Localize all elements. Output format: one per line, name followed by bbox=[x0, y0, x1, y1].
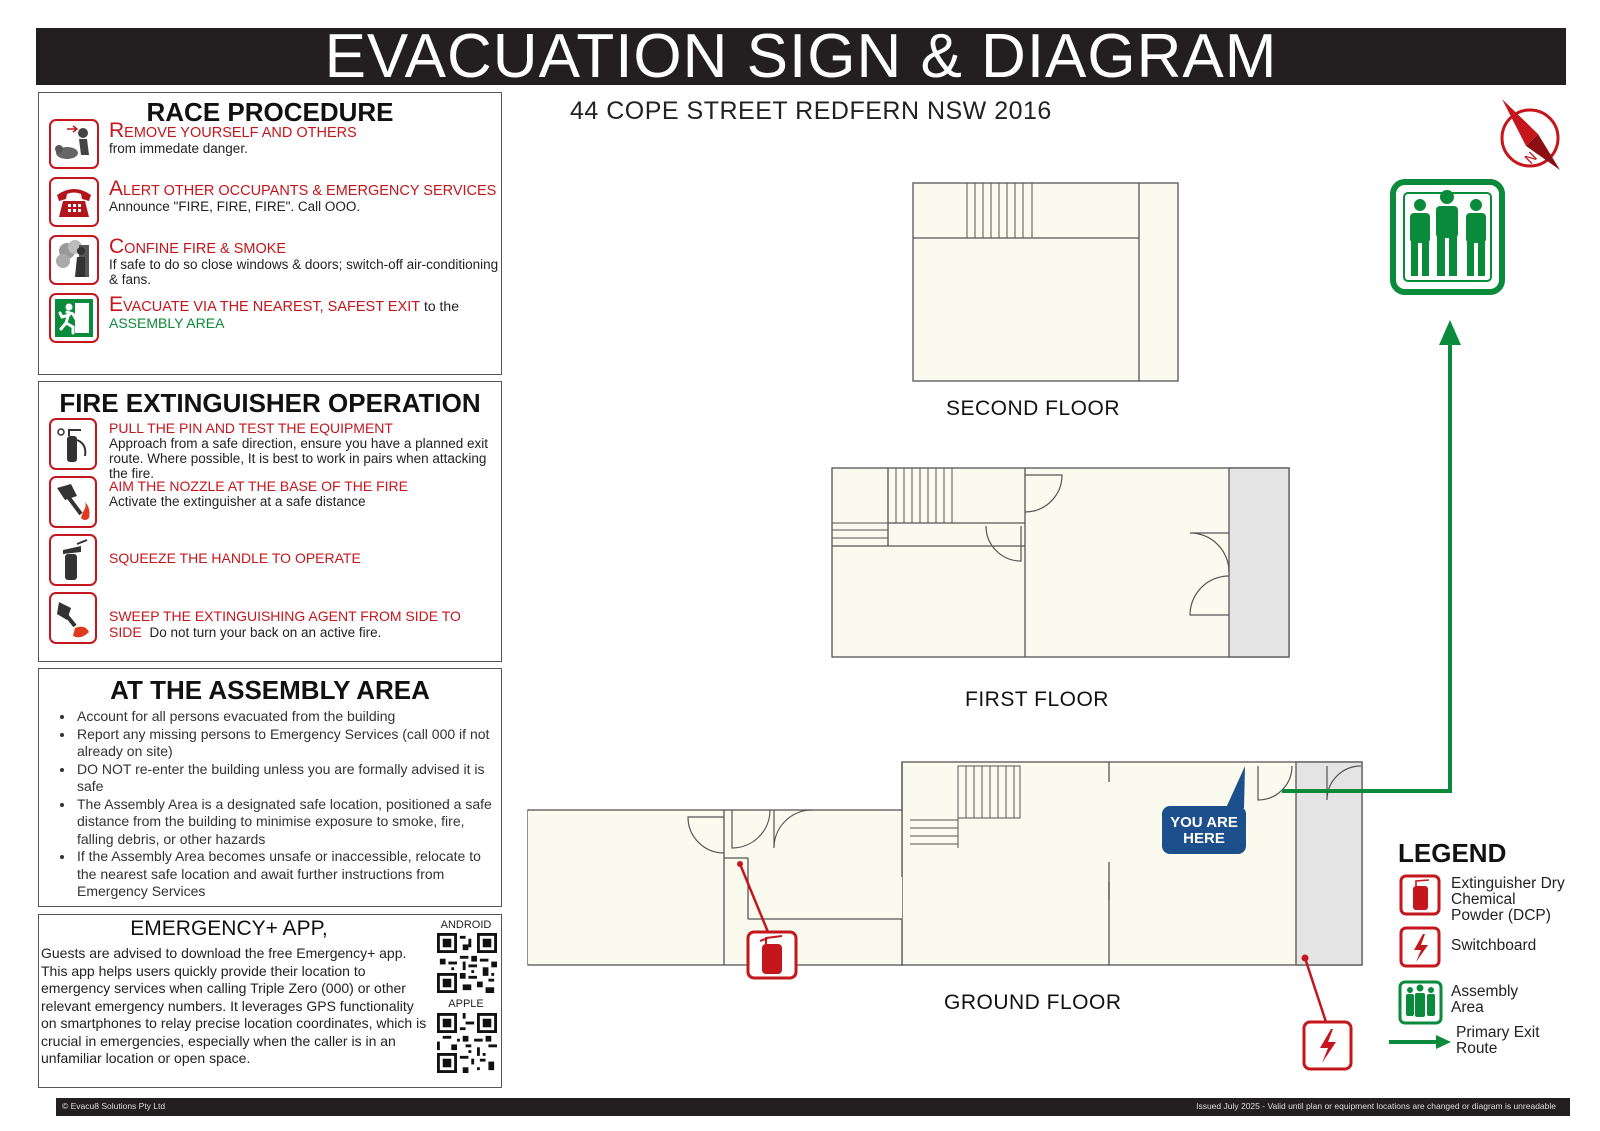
race-body: If safe to do so close windows & doors; switch-off air-conditioning & fans. bbox=[109, 257, 499, 287]
first-floor-plan bbox=[832, 468, 1289, 657]
assembly-area-sign bbox=[1393, 182, 1502, 292]
race-cap: E bbox=[109, 293, 124, 316]
race-cap: C bbox=[109, 235, 125, 258]
ext-body: Do not turn your back on an active fire. bbox=[149, 625, 382, 640]
legend-assembly-icon bbox=[1400, 982, 1441, 1023]
second-floor-label: SECOND FLOOR bbox=[946, 397, 1121, 420]
footer-issued-note: Issued July 2025 - Valid until plan or equipment locations are changed or diagram is unreadable bbox=[1196, 1101, 1556, 1111]
legend-exit-route-icon bbox=[1389, 1035, 1451, 1049]
legend-assembly-label: Assembly Area bbox=[1451, 983, 1519, 1016]
legend-extinguisher-label: Extinguisher Dry Chemical Powder (DCP) bbox=[1451, 875, 1565, 924]
extinguisher-operation-title: FIRE EXTINGUISHER OPERATION bbox=[59, 388, 481, 418]
legend-extinguisher-icon bbox=[1401, 876, 1439, 914]
race-head: VACUATE VIA THE NEAREST, SAFEST EXIT bbox=[123, 299, 421, 315]
you-are-here-badge: YOU ARE HERE bbox=[1162, 806, 1246, 854]
race-body-suffix: to the bbox=[420, 298, 459, 314]
ext-head: PULL THE PIN AND TEST THE EQUIPMENT bbox=[109, 420, 393, 436]
list-item: • Report any missing persons to Emergency Services (call 000 if not already on site) bbox=[75, 726, 501, 761]
assembly-area-title: AT THE ASSEMBLY AREA bbox=[110, 675, 430, 705]
footer-copyright: © Evacu8 Solutions Pty Ltd bbox=[62, 1101, 166, 1111]
race-head: LERT OTHER OCCUPANTS & EMERGENCY SERVICES bbox=[123, 183, 497, 199]
apple-label: APPLE bbox=[448, 998, 484, 1010]
page-title: EVACUATION SIGN & DIAGRAM bbox=[324, 22, 1278, 91]
list-item: • DO NOT re-enter the building unless you are formally advised it is safe bbox=[75, 761, 501, 796]
race-body: Announce "FIRE, FIRE, FIRE". Call OOO. bbox=[109, 199, 361, 214]
race-assembly-area: ASSEMBLY AREA bbox=[109, 315, 225, 331]
list-item: • The Assembly Area is a designated safe location, positioned a safe distance from the building to minimise exposure to smoke, fire, falling debris, or other hazards bbox=[75, 796, 501, 849]
second-floor-plan bbox=[913, 183, 1178, 381]
race-procedure-title: RACE PROCEDURE bbox=[146, 97, 394, 127]
legend-exit-route-label: Primary Exit Route bbox=[1456, 1024, 1540, 1057]
list-item: • Account for all persons evacuated from the building bbox=[75, 708, 501, 726]
legend-switchboard-label: Switchboard bbox=[1451, 937, 1537, 954]
legend-title: LEGEND bbox=[1398, 838, 1507, 868]
first-floor-label: FIRST FLOOR bbox=[965, 688, 1109, 711]
race-body: from immedate danger. bbox=[109, 141, 248, 156]
race-head: EMOVE YOURSELF AND OTHERS bbox=[124, 125, 357, 141]
north-compass-icon bbox=[1502, 99, 1560, 170]
switchboard-marker bbox=[1302, 955, 1352, 1070]
ext-body: Approach from a safe direction, ensure you have a planned exit route. Where possible, It is best to work in pairs when attacking the fire. bbox=[109, 436, 488, 481]
race-head: ONFINE FIRE & SMOKE bbox=[124, 241, 287, 257]
emergency-app-body: Guests are advised to download the free Emergency+ app. This app helps users quickly provide their location to emergency services when calling Triple Zero (000) or other relevant emergency numbers. It leverages GPS functionality on smartphones to relay precise location coordinates, which is crucial in emergencies, especially when the caller is in an unfamiliar location or open space. bbox=[41, 945, 427, 1066]
primary-exit-route bbox=[1282, 320, 1461, 791]
ext-body: Activate the extinguisher at a safe distance bbox=[109, 494, 366, 509]
ext-head: SQUEEZE THE HANDLE TO OPERATE bbox=[109, 550, 361, 566]
race-cap: A bbox=[109, 177, 124, 200]
ground-floor-label: GROUND FLOOR bbox=[944, 991, 1122, 1014]
footer-bar bbox=[56, 1098, 1570, 1116]
ext-head: AIM THE NOZZLE AT THE BASE OF THE FIRE bbox=[109, 478, 408, 494]
svg-text:N: N bbox=[1522, 149, 1541, 168]
race-cap: R bbox=[109, 119, 125, 142]
emergency-app-title: EMERGENCY+ APP, bbox=[130, 917, 328, 940]
android-label: ANDROID bbox=[440, 919, 492, 931]
building-address: 44 COPE STREET REDFERN NSW 2016 bbox=[570, 97, 1052, 125]
ext-head: SWEEP THE EXTINGUISHING AGENT FROM SIDE TO SIDE bbox=[109, 608, 461, 640]
legend-switchboard-icon bbox=[1401, 928, 1439, 966]
list-item: • If the Assembly Area becomes unsafe or inaccessible, relocate to the nearest safe location and await further instructions from Emergency Services bbox=[75, 848, 501, 901]
